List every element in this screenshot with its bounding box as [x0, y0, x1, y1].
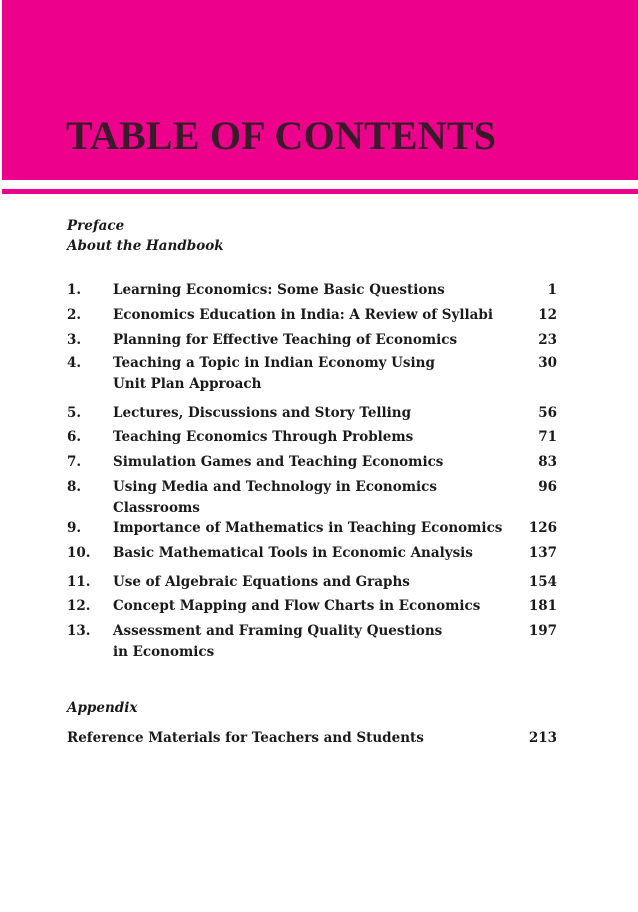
toc-entry-number: 1. [67, 282, 82, 298]
toc-entry-page: 137 [528, 545, 557, 561]
toc-entry-page: 71 [538, 429, 557, 445]
toc-entry-page: 96 [538, 479, 557, 495]
toc-entry-title [113, 477, 523, 519]
toc-entry-title-line: Basic Mathematical Tools in Economic Analysis [113, 545, 473, 561]
toc-entry-page: 12 [538, 307, 557, 323]
toc-entry-title-line: Lectures, Discussions and Story Telling [113, 405, 412, 421]
front-matter-preface[interactable]: Preface [67, 218, 125, 234]
toc-entry-title-line: Planning for Effective Teaching of Economics [113, 332, 458, 348]
toc-entry[interactable] [0, 353, 638, 397]
toc-entry-number: 12. [67, 598, 91, 614]
toc-entry-title-line: Concept Mapping and Flow Charts in Economics [113, 598, 481, 614]
toc-entry-number: 5. [67, 405, 82, 421]
toc-entry-title [113, 518, 523, 539]
toc-entry-title-line: Teaching Economics Through Problems [113, 429, 414, 445]
toc-entry-number: 13. [67, 623, 91, 639]
page-title: TABLE OF CONTENTS [66, 113, 497, 158]
toc-entry-number: 3. [67, 332, 82, 348]
header-divider [2, 189, 638, 194]
toc-entry-appendix-page: 213 [528, 730, 557, 746]
toc-entry-title [113, 543, 523, 564]
toc-entry-page: 181 [528, 598, 557, 614]
toc-entry-page: 126 [528, 520, 557, 536]
toc-entry-title [113, 427, 523, 448]
toc-entry-page: 56 [538, 405, 557, 421]
toc-entry-page: 30 [538, 355, 557, 371]
toc-entry-number: 10. [67, 545, 91, 561]
toc-entry-title-line: Unit Plan Approach [113, 376, 262, 392]
toc-entry-title-line: Classrooms [113, 500, 200, 516]
toc-entry-number: 8. [67, 479, 82, 495]
toc-entry-title [113, 280, 523, 301]
toc-entry-title-line: Teaching a Topic in Indian Economy Using [113, 355, 435, 371]
toc-entry-number: 7. [67, 454, 82, 470]
toc-entry-number: 2. [67, 307, 82, 323]
toc-entry-appendix-title: Reference Materials for Teachers and Students [67, 730, 424, 746]
toc-entry-title [113, 452, 523, 473]
toc-entry-number: 6. [67, 429, 82, 445]
toc-entry-title-line: Importance of Mathematics in Teaching Economics [113, 520, 503, 536]
toc-entry-title [113, 596, 523, 617]
toc-entry-title-line: Use of Algebraic Equations and Graphs [113, 574, 410, 590]
toc-entry-title [113, 403, 523, 424]
toc-entry-title [113, 305, 523, 326]
toc-entry-page: 1 [547, 282, 557, 298]
toc-entry-title-line: Simulation Games and Teaching Economics [113, 454, 444, 470]
toc-entry-number: 11. [67, 574, 91, 590]
toc-entry-number: 9. [67, 520, 82, 536]
toc-entry-title-line: Learning Economics: Some Basic Questions [113, 282, 445, 298]
toc-entry-title [113, 572, 523, 593]
appendix-heading: Appendix [67, 700, 138, 716]
toc-entry-title [113, 353, 523, 395]
toc-entry-page: 23 [538, 332, 557, 348]
toc-entry-title [113, 621, 523, 663]
toc-entry-title-line: Economics Education in India: A Review of Syllabi [113, 307, 493, 323]
toc-entry-title-line: Assessment and Framing Quality Questions [113, 623, 443, 639]
toc-entry-appendix[interactable] [0, 728, 638, 772]
toc-entry-page: 197 [528, 623, 557, 639]
toc-entry-page: 83 [538, 454, 557, 470]
toc-entry-number: 4. [67, 355, 82, 371]
toc-entry-title-line: Using Media and Technology in Economics [113, 479, 437, 495]
toc-entry[interactable] [0, 477, 638, 521]
front-matter-about-handbook[interactable]: About the Handbook [67, 238, 224, 254]
toc-entry[interactable] [0, 621, 638, 665]
toc-entry-page: 154 [528, 574, 557, 590]
toc-entry-title [113, 330, 523, 351]
toc-entry-title-line: in Economics [113, 644, 215, 660]
